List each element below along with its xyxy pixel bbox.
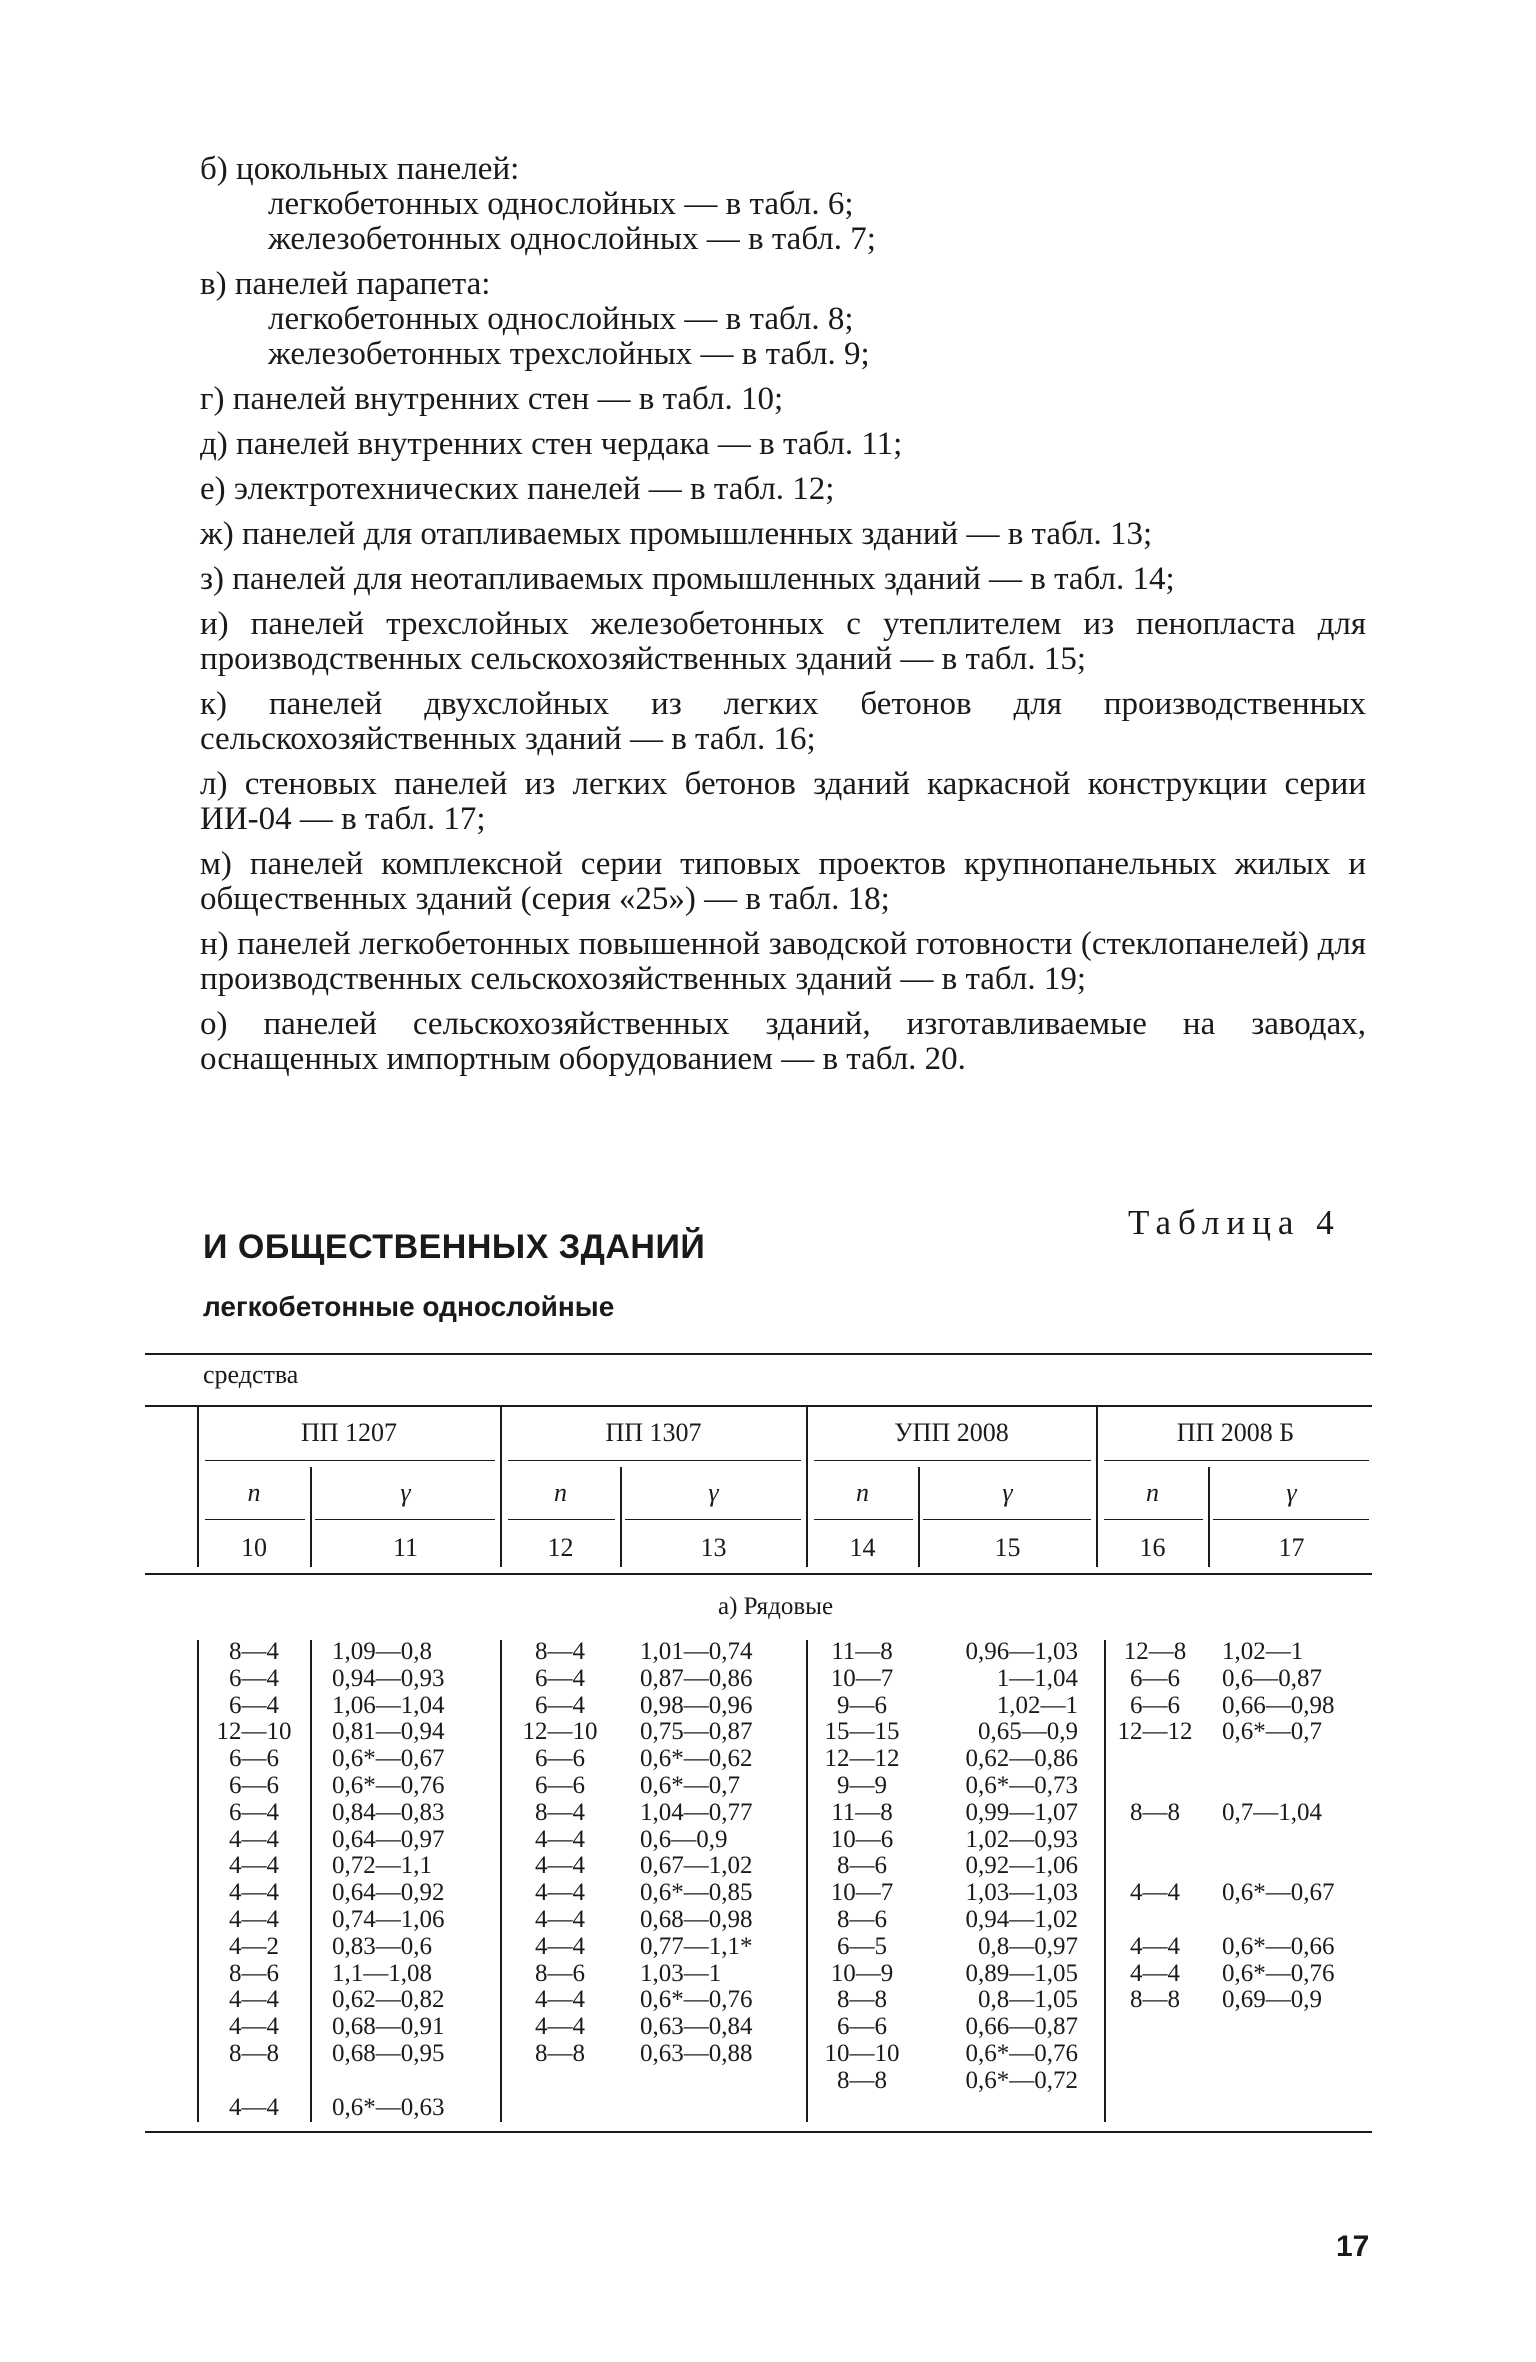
column-group-header: УПП 2008 <box>894 1418 1009 1447</box>
column-number: 16 <box>1139 1533 1166 1562</box>
table-cell: 0,6*—0,72 <box>965 2066 1078 2094</box>
table-cell: 1,09—0,8 <box>332 1638 432 1665</box>
table-cell: 0,72—1,1 <box>332 1852 432 1880</box>
table-cell: 0,6*—0,76 <box>1222 1959 1335 1987</box>
table-cell <box>1222 1773 1372 1800</box>
table-cell: 1,03—1 <box>640 1959 722 1987</box>
table-column-n-2008b <box>1110 1639 1200 2014</box>
table-cell: 6—6 <box>1130 1691 1180 1719</box>
table-cell: 8—8 <box>837 1986 887 2014</box>
subheader-n: n <box>247 1478 261 1507</box>
table-cell: 4—4 <box>229 1879 279 1907</box>
table-cell: 0,92—1,06 <box>965 1852 1078 1880</box>
table-cell: 9—9 <box>837 1771 887 1799</box>
table-cell: 0,6*—0,66 <box>1222 1932 1335 1960</box>
list-item: о) панелей сельскохозяйственных зданий, изготавливаемые на заводах, оснащенных импортным оборудованием — в табл. 20. <box>200 1006 1366 1077</box>
table-cell: 1,01—0,74 <box>640 1638 753 1665</box>
table-cell: 0,6*—0,7 <box>640 1771 740 1799</box>
table-cell: 0,94—1,02 <box>965 1905 1078 1933</box>
table-cell: 4—4 <box>229 1825 279 1853</box>
column-number: 10 <box>241 1533 267 1562</box>
table-cell: 6—6 <box>229 1745 279 1773</box>
table-cell: 8—8 <box>1130 1798 1180 1826</box>
table-cell: 8—8 <box>229 2039 279 2067</box>
table-cell: 6—6 <box>535 1745 585 1773</box>
table-cell: 4—2 <box>229 1932 279 1960</box>
table-cell: 0,6*—0,76 <box>965 2039 1078 2067</box>
table-cell: 0,63—0,84 <box>640 2013 753 2041</box>
table-cell: 0,6*—0,73 <box>965 1771 1078 1799</box>
list-item: л) стеновых панелей из легких бетонов зданий каркасной конструкции серии ИИ-04 — в табл. 17; <box>200 766 1366 837</box>
table-cell: 0,74—1,06 <box>332 1905 445 1933</box>
table-cell: 6—4 <box>535 1691 585 1719</box>
table-cell: 4—4 <box>229 1905 279 1933</box>
table-cell: 0,98—0,96 <box>640 1691 753 1719</box>
table-column-n-1307 <box>508 1639 612 2068</box>
table-cell: 1,1—1,08 <box>332 1959 432 1987</box>
table-cell <box>1110 1907 1200 1934</box>
table-cell <box>1222 1746 1372 1773</box>
subheader-gamma: γ <box>708 1478 719 1507</box>
table-column-gamma-2008b <box>1222 1639 1372 2014</box>
table-column-gamma-1307 <box>640 1639 800 2068</box>
table-cell: 6—4 <box>229 1691 279 1719</box>
table-cell: 0,6*—0,67 <box>332 1745 445 1773</box>
table-cell: 0,65—0,9 <box>978 1718 1078 1746</box>
list-item: н) панелей легкобетонных повышенной заводской готовности (стеклопанелей) для производственных сельскохозяйственных зданий — в табл. 19; <box>200 926 1367 997</box>
subheader-gamma: γ <box>400 1478 411 1507</box>
table-cell: 0,81—0,94 <box>332 1718 445 1746</box>
table-cell: 4—4 <box>229 1852 279 1880</box>
column-number: 15 <box>994 1533 1021 1562</box>
table-column-n-2008 <box>808 1639 916 2095</box>
table-cell: 4—4 <box>535 1879 585 1907</box>
table-cell: 10—10 <box>824 2039 900 2067</box>
table-top-label: средства <box>203 1360 299 1389</box>
table-cell: 0,77—1,1* <box>640 1932 753 1960</box>
table-cell: 4—4 <box>535 1932 585 1960</box>
page-number: 17 <box>1336 2230 1370 2263</box>
table-cell: 6—4 <box>229 1664 279 1692</box>
table-cell: 4—4 <box>229 1986 279 2014</box>
table-cell: 6—6 <box>1130 1664 1180 1692</box>
table-cell: 0,6*—0,85 <box>640 1879 753 1907</box>
table-cell <box>1110 1746 1200 1773</box>
list-item: и) панелей трехслойных железобетонных с утеплителем из пенопласта для производственных сельскохозяйственных зданий — в табл. 15; <box>200 606 1366 677</box>
table-cell: 10—7 <box>830 1879 894 1907</box>
table-column-n-1207 <box>205 1639 303 2121</box>
column-number: 13 <box>700 1533 727 1562</box>
table-number-label: Таблица 4 <box>1128 1203 1341 1242</box>
table-cell: 0,62—0,82 <box>332 1986 445 2014</box>
list-subitem: легкобетонных однослойных — в табл. 8; <box>268 301 854 337</box>
list-subitem: железобетонных однослойных — в табл. 7; <box>268 221 876 257</box>
column-number: 12 <box>547 1533 574 1562</box>
table-cell <box>1110 1853 1200 1880</box>
table-cell: 8—6 <box>229 1959 279 1987</box>
subheader-gamma: γ <box>1286 1478 1297 1507</box>
table-cell: 0,64—0,97 <box>332 1825 445 1853</box>
table-cell: 10—6 <box>830 1825 894 1853</box>
section-heading: И ОБЩЕСТВЕННЫХ ЗДАНИЙ <box>203 1228 706 1266</box>
table-cell <box>332 2068 492 2095</box>
table-cell: 4—4 <box>1130 1932 1180 1960</box>
table-section-label: а) Рядовые <box>718 1593 834 1620</box>
column-group-header: ПП 1307 <box>605 1418 702 1447</box>
table-cell: 9—6 <box>837 1691 887 1719</box>
table-cell: 1,02—0,93 <box>965 1825 1078 1853</box>
section-subheading: легкобетонные однослойные <box>203 1291 615 1322</box>
table-cell: 6—4 <box>535 1664 585 1692</box>
table-cell: 0,66—0,87 <box>965 2013 1078 2041</box>
table-cell: 4—4 <box>1130 1959 1180 1987</box>
column-number: 14 <box>849 1533 876 1562</box>
table-cell: 12—12 <box>824 1745 900 1773</box>
table-cell: 4—4 <box>229 2093 279 2121</box>
table-cell: 8—8 <box>837 2066 887 2094</box>
table-cell: 4—4 <box>535 1986 585 2014</box>
table-cell: 11—8 <box>831 1798 893 1826</box>
subheader-n: n <box>554 1478 567 1507</box>
column-number: 11 <box>392 1533 419 1562</box>
list-item: ж) панелей для отапливаемых промышленных зданий — в табл. 13; <box>200 516 1153 552</box>
table-cell: 8—6 <box>837 1852 887 1880</box>
table-cell <box>205 2068 303 2095</box>
table-cell: 1,03—1,03 <box>965 1879 1078 1907</box>
table-cell: 0,68—0,91 <box>332 2013 445 2041</box>
subheader-n: n <box>856 1478 869 1507</box>
table-cell: 12—8 <box>1123 1638 1187 1665</box>
list-item: з) панелей для неотапливаемых промышленных зданий — в табл. 14; <box>200 561 1175 597</box>
table-cell <box>1110 1773 1200 1800</box>
table-cell: 0,6*—0,63 <box>332 2093 445 2121</box>
table-cell: 4—4 <box>535 1825 585 1853</box>
table-cell: 0,94—0,93 <box>332 1664 445 1692</box>
list-item: в) панелей парапета: легкобетонных однослойных — в табл. 8; железобетонных трехслойных — в табл. 9; <box>200 267 1366 372</box>
column-group-header: ПП 2008 Б <box>1176 1418 1295 1447</box>
table-cell: 8—8 <box>535 2039 585 2067</box>
table-cell: 6—6 <box>837 2013 887 2041</box>
table-cell: 8—8 <box>1130 1986 1180 2014</box>
list-subitem: железобетонных трехслойных — в табл. 9; <box>268 336 870 372</box>
table-cell: 8—6 <box>535 1959 585 1987</box>
table-cell: 8—4 <box>535 1638 585 1665</box>
table-cell: 0,8—0,97 <box>978 1932 1078 1960</box>
list-item: б) цокольных панелей: легкобетонных однослойных — в табл. 6; железобетонных однослойных — в табл. 7; <box>200 152 1366 257</box>
table-cell: 0,64—0,92 <box>332 1879 445 1907</box>
table-cell: 0,62—0,86 <box>965 1745 1078 1773</box>
column-number: 17 <box>1278 1533 1305 1562</box>
list-item: г) панелей внутренних стен — в табл. 10; <box>200 381 784 417</box>
column-group-header: ПП 1207 <box>300 1418 398 1447</box>
table-cell: 1,02—1 <box>996 1691 1078 1719</box>
subheader-n: n <box>1146 1478 1159 1507</box>
subheader-gamma: γ <box>1002 1478 1013 1507</box>
table-cell: 8—4 <box>535 1798 585 1826</box>
table-column-gamma-1207 <box>332 1639 492 2121</box>
table-cell: 12—10 <box>522 1718 598 1746</box>
table-cell: 0,6—0,87 <box>1222 1664 1322 1692</box>
list-item: е) электротехнических панелей — в табл. 12; <box>200 471 835 507</box>
list-item: м) панелей комплексной серии типовых проектов крупнопанельных жилых и общественных зданий (серия «25») — в табл. 18; <box>200 846 1367 917</box>
table-cell: 1,02—1 <box>1222 1638 1304 1665</box>
table-cell: 1,06—1,04 <box>332 1691 445 1719</box>
table-cell: 0,6*—0,76 <box>332 1771 445 1799</box>
table-cell: 0,75—0,87 <box>640 1718 753 1746</box>
table-cell: 0,66—0,98 <box>1222 1691 1335 1719</box>
table-cell: 1—1,04 <box>996 1664 1078 1692</box>
table-cell: 8—4 <box>229 1638 279 1665</box>
table-cell: 0,87—0,86 <box>640 1664 753 1692</box>
table-cell: 12—12 <box>1117 1718 1193 1746</box>
table-cell: 0,89—1,05 <box>965 1959 1078 1987</box>
table-cell: 10—7 <box>830 1664 894 1692</box>
table-cell: 4—4 <box>229 2013 279 2041</box>
table-cell: 0,63—0,88 <box>640 2039 753 2067</box>
table-cell: 0,68—0,95 <box>332 2039 445 2067</box>
table-cell: 0,8—1,05 <box>978 1986 1078 2014</box>
table-cell: 4—4 <box>535 2013 585 2041</box>
table-cell: 0,68—0,98 <box>640 1905 753 1933</box>
table-cell <box>1222 1907 1372 1934</box>
table-cell: 0,69—0,9 <box>1222 1986 1322 2014</box>
list-subitem: легкобетонных однослойных — в табл. 6; <box>268 186 854 222</box>
table-cell: 6—5 <box>837 1932 887 1960</box>
table-cell <box>1222 1853 1372 1880</box>
list-item: к) панелей двухслойных из легких бетонов для производственных сельскохозяйственных зданий — в табл. 16; <box>200 686 1366 757</box>
table-cell: 6—6 <box>229 1771 279 1799</box>
table-cell: 6—4 <box>229 1798 279 1826</box>
table-cell: 8—6 <box>837 1905 887 1933</box>
table-cell: 0,6—0,9 <box>640 1825 728 1853</box>
table-cell: 10—9 <box>830 1959 894 1987</box>
table-cell: 12—10 <box>216 1718 292 1746</box>
table-cell: 0,6*—0,67 <box>1222 1879 1335 1907</box>
table-cell <box>1110 1827 1200 1854</box>
table-column-gamma-2008 <box>940 1639 1078 2095</box>
table-cell: 4—4 <box>535 1852 585 1880</box>
table-cell: 0,83—0,6 <box>332 1932 432 1960</box>
table-cell: 11—8 <box>831 1638 893 1665</box>
list-item: д) панелей внутренних стен чердака — в табл. 11; <box>200 426 903 462</box>
enumerated-list <box>200 152 1366 1087</box>
table-cell: 0,6*—0,76 <box>640 1986 753 2014</box>
table-cell: 0,84—0,83 <box>332 1798 445 1826</box>
table-cell: 4—4 <box>1130 1879 1180 1907</box>
table-cell: 0,7—1,04 <box>1222 1798 1322 1826</box>
table-cell: 0,99—1,07 <box>965 1798 1078 1826</box>
table-cell: 1,04—0,77 <box>640 1798 753 1826</box>
table-cell: 6—6 <box>535 1771 585 1799</box>
table-cell: 0,6*—0,7 <box>1222 1718 1322 1746</box>
table-cell: 0,96—1,03 <box>965 1638 1078 1665</box>
table-cell: 0,67—1,02 <box>640 1852 753 1880</box>
table-cell: 4—4 <box>535 1905 585 1933</box>
table-cell: 0,6*—0,62 <box>640 1745 753 1773</box>
table-cell <box>1222 1827 1372 1854</box>
table-cell: 15—15 <box>824 1718 900 1746</box>
